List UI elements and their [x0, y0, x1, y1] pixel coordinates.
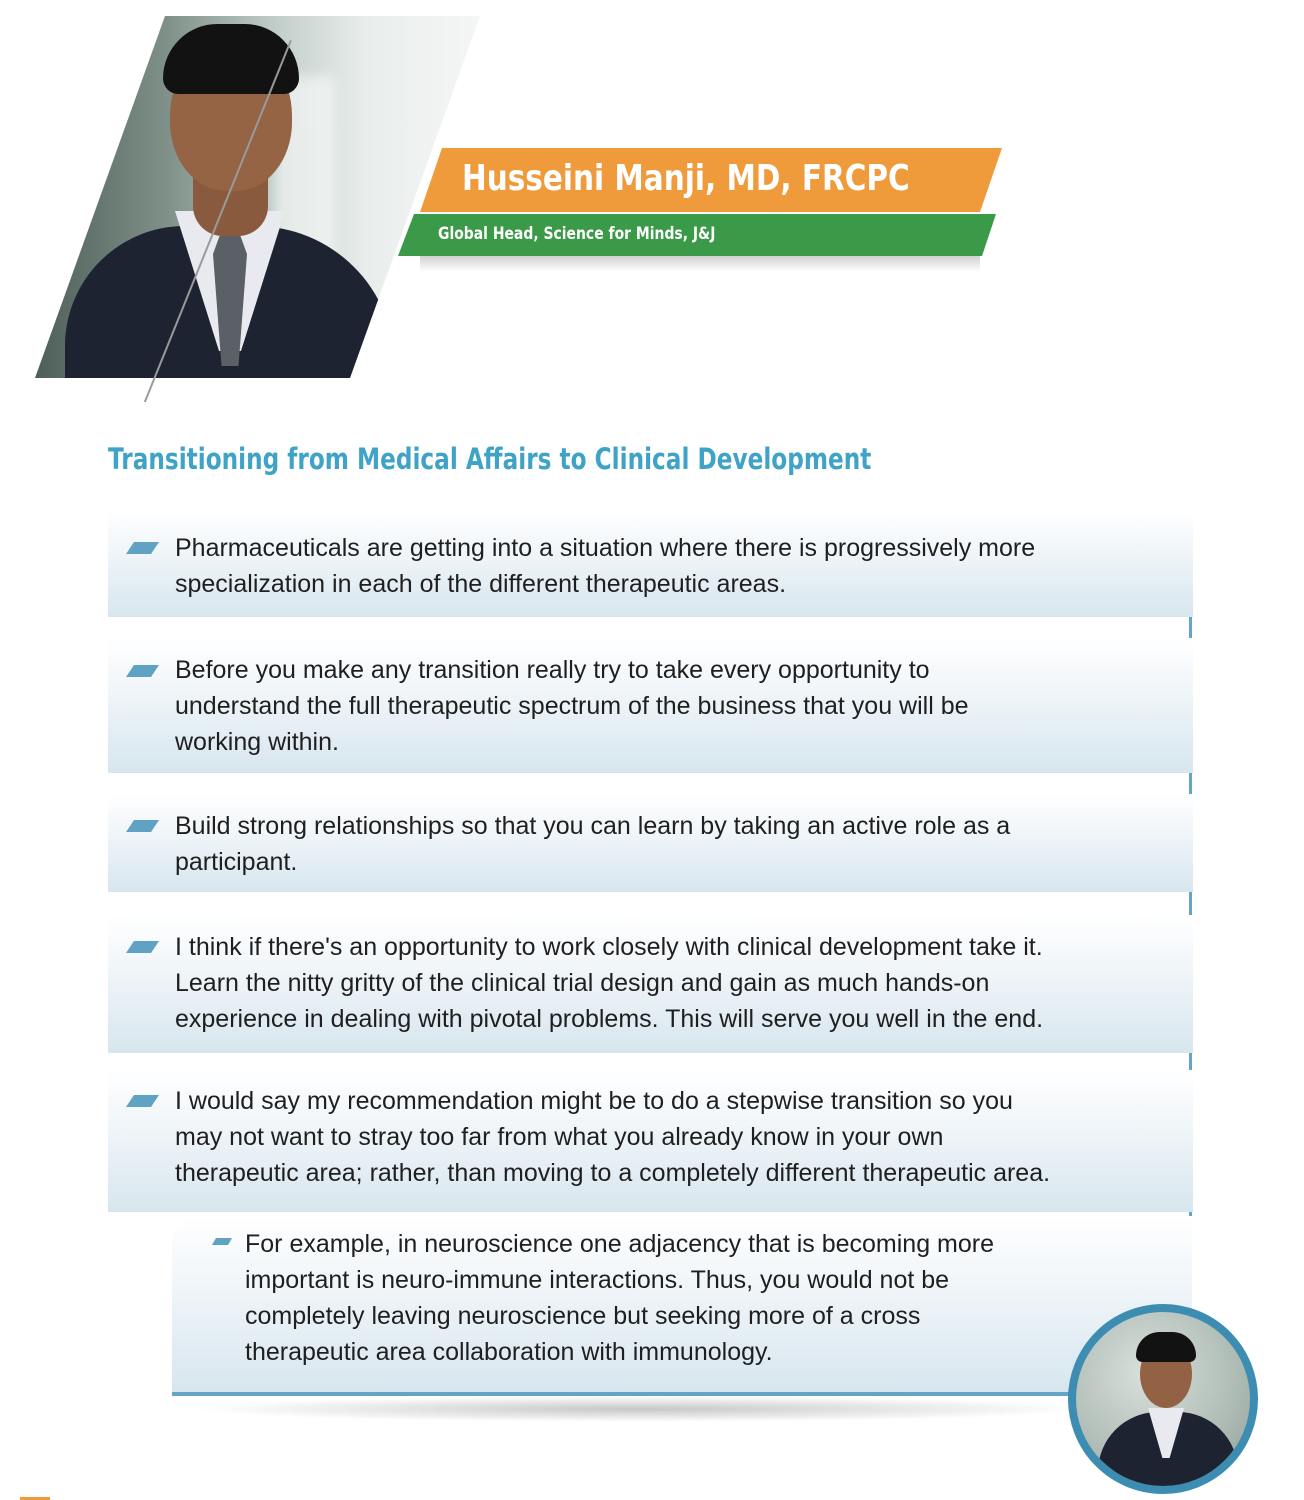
bullet-text: [175, 652, 1180, 760]
bullet-text: [175, 1083, 1180, 1191]
bullet-line: Learn the nitty gritty of the clinical trial design and gain as much hands-on: [175, 969, 990, 997]
round-portrait-avatar: [1068, 1304, 1258, 1494]
section-title: Transitioning from Medical Affairs to Clinical Development: [108, 442, 872, 476]
bullet-line: working within.: [175, 728, 339, 756]
bullet-text: [175, 808, 1180, 880]
bullet-line: therapeutic area; rather, than moving to a completely different therapeutic area.: [175, 1159, 1051, 1187]
speaker-role: Global Head, Science for Minds, J&J: [438, 224, 716, 244]
bullet-line: understand the full therapeutic spectrum of the business that you will be: [175, 692, 969, 720]
bullet-line: I would say my recommendation might be to do a stepwise transition so you: [175, 1087, 1013, 1115]
bullet-line: Pharmaceuticals are getting into a situation where there is progressively more: [175, 534, 1036, 562]
bullet-line: may not want to stray too far from what you already know in your own: [175, 1123, 944, 1151]
sub-bullet-text: [245, 1226, 1145, 1370]
sub-bullet-line: important is neuro-immune interactions. Thus, you would not be: [245, 1266, 950, 1294]
bullet-line: Before you make any transition really try to take every opportunity to: [175, 656, 930, 684]
sub-bullet-shadow: [190, 1396, 1090, 1422]
bullet-line: specialization in each of the different therapeutic areas.: [175, 570, 787, 598]
sub-bullet-line: For example, in neuroscience one adjacency that is becoming more: [245, 1230, 995, 1258]
bullet-line: experience in dealing with pivotal problems. This will serve you well in the end.: [175, 1005, 1044, 1033]
bullet-line: participant.: [175, 848, 298, 876]
header-portrait-photo: [35, 16, 480, 378]
avatar-hair: [1136, 1332, 1196, 1362]
bullet-line: I think if there's an opportunity to work closely with clinical development take it.: [175, 933, 1043, 961]
sub-bullet-line: therapeutic area collaboration with immunology.: [245, 1338, 773, 1366]
bullet-text: [175, 929, 1180, 1037]
speaker-name: Husseini Manji, MD, FRCPC: [462, 158, 910, 199]
banner-shadow: [420, 256, 980, 272]
bullet-text: [175, 530, 1180, 602]
sub-bullet-line: completely leaving neuroscience but seeking more of a cross: [245, 1302, 921, 1330]
bullet-line: Build strong relationships so that you can learn by taking an active role as a: [175, 812, 1011, 840]
